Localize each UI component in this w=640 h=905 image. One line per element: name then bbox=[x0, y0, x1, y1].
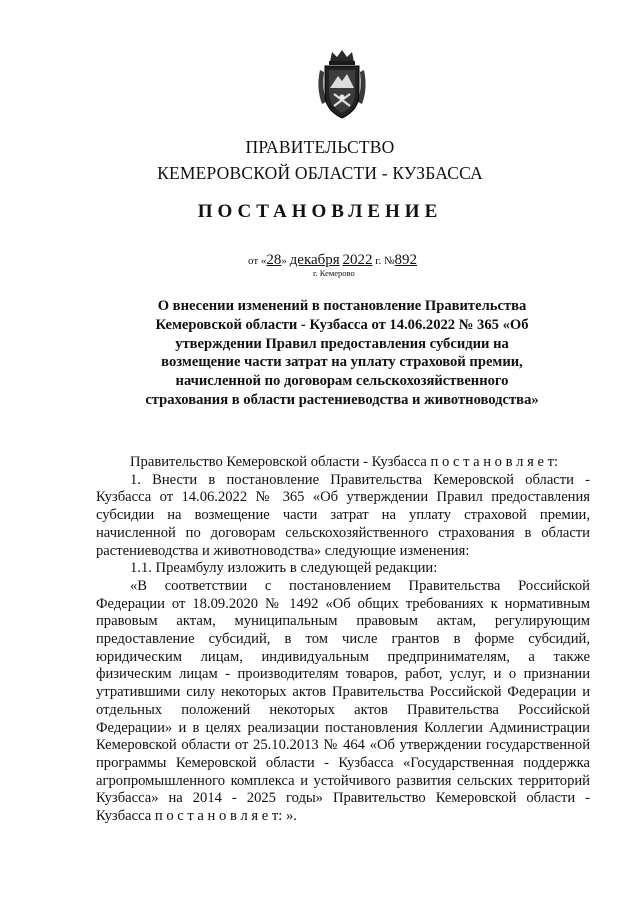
organization-name-line2: КЕМЕРОВСКОЙ ОБЛАСТИ - КУЗБАССА bbox=[157, 163, 483, 183]
date-mid: » bbox=[281, 255, 287, 267]
body-paragraph-4: «В соответствии с постановлением Правительства Российской Федерации от 18.09.2020 № 1492 «Об общих требованиях к нормативным правовым актам, муниципальным правовым актам, регулирующим предоставление субсидий, в том числе грантов в форме субсидий, юридическим лицам, индивидуальным предпринимателям, а также физическим лицам - производителям товаров, работ, услуг, и о признании утратившими силу некоторых актов Правительства Российской Федерации и отдельных положений некоторых актов Правительства Российской Федерации» и в целях реализации постановления Коллегии Администрации Кемеровской области от 25.10.2013 № 464 «Об утверждении государственной программы Кемеровской области - Кузбасса «Государственная поддержка агропромышленного комплекса и устойчивого развития сельских территорий Кузбасса» на 2014 - 2025 годы» Правительство Кемеровской области - Кузбасса п о с т а н о в л я е т: ». bbox=[96, 577, 590, 825]
body-paragraph-2: 1. Внести в постановление Правительства Кемеровской области - Кузбасса от 14.06.2022 № 365 «Об утверждении Правил предоставления субсидии на возмещение части затрат на уплату страховой премии, начисленной по договорам сельскохозяйственного страхования в области растениеводства и животноводства» следующие изменения: bbox=[96, 471, 590, 559]
document-title: О внесении изменений в постановление Правительства Кемеровской области - Кузбасса от 14.06.2022 № 365 «Об утверждении Правил предоставления субсидии на возмещение части затрат на уплату страховой премии, начисленной по договорам сельскохозяйственного страхования в области растениеводства и животноводства» bbox=[145, 298, 539, 408]
date-month: декабря bbox=[289, 252, 340, 268]
date-prefix: от « bbox=[248, 255, 267, 267]
document-type: ПОСТАНОВЛЕНИЕ bbox=[197, 201, 443, 222]
coat-of-arms-emblem bbox=[314, 48, 370, 120]
date-year: 2022 bbox=[342, 252, 373, 268]
body-paragraph-3: 1.1. Преамбулу изложить в следующей редакции: bbox=[130, 560, 438, 577]
city-name: г. Кемерово bbox=[313, 268, 355, 278]
document-number: 892 bbox=[394, 252, 417, 268]
number-label: № bbox=[384, 255, 395, 267]
body-paragraph-1: Правительство Кемеровской области - Кузбасса п о с т а н о в л я е т: bbox=[130, 454, 559, 470]
date-year-suffix: г. bbox=[375, 255, 382, 267]
date-day: 28 bbox=[266, 252, 282, 268]
document-body bbox=[96, 454, 590, 826]
organization-name-line1: ПРАВИТЕЛЬСТВО bbox=[245, 137, 395, 157]
document-date-line bbox=[248, 252, 417, 269]
